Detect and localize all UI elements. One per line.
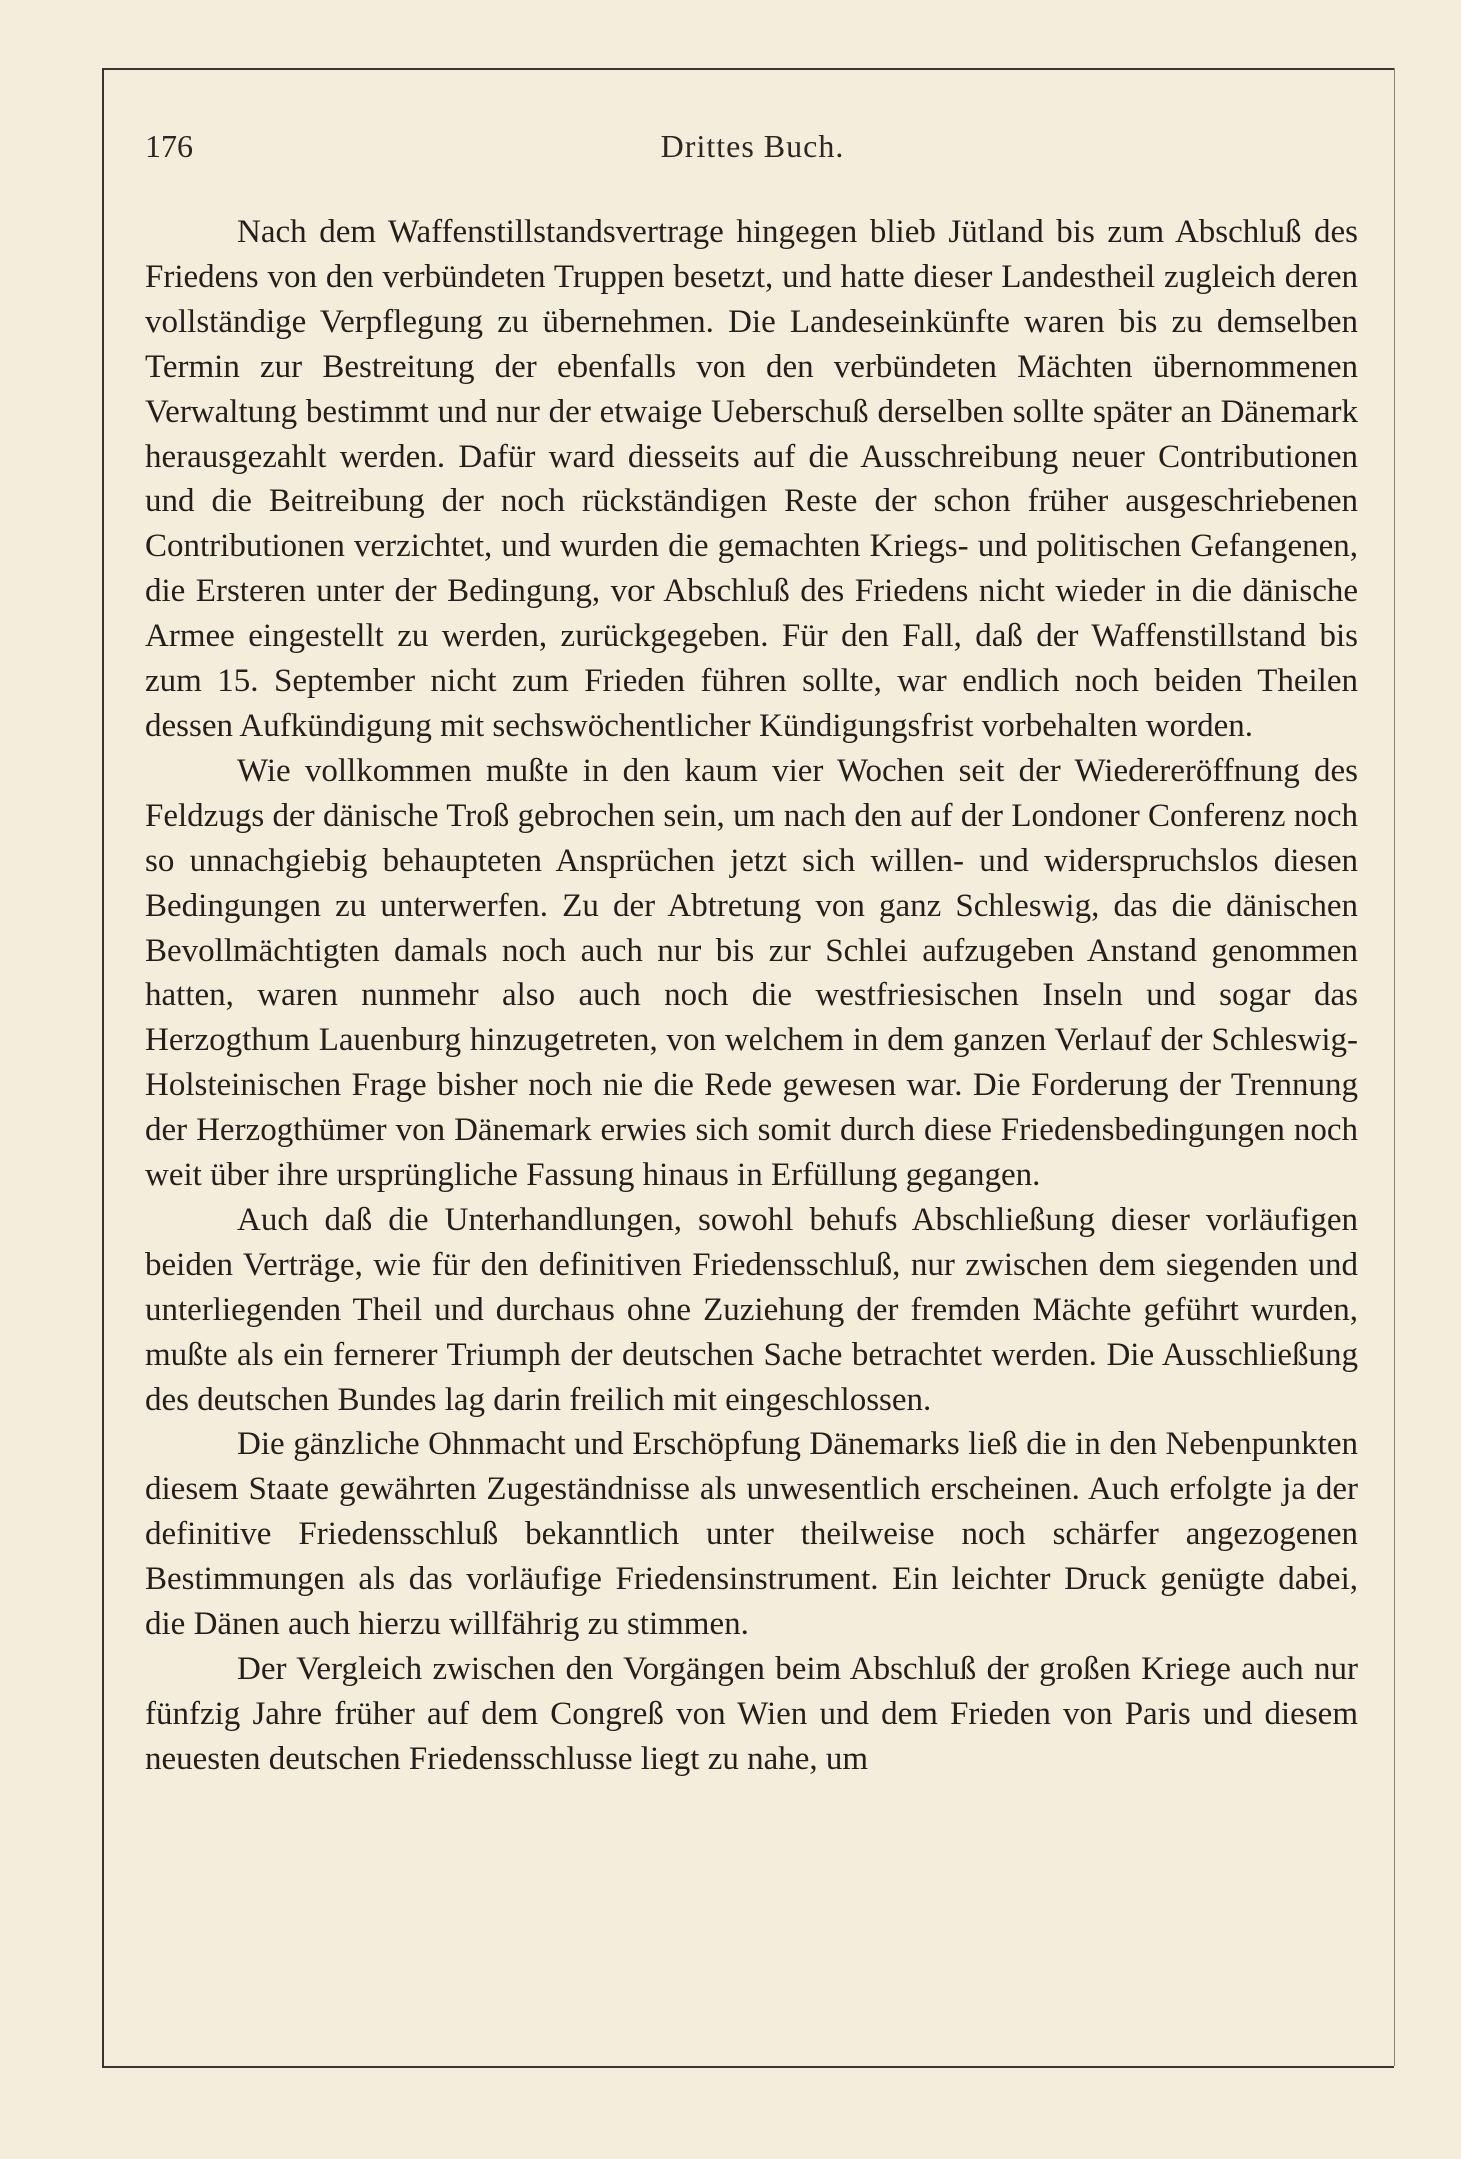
- page-header: [145, 128, 1360, 178]
- paragraph: Wie vollkommen mußte in den kaum vier Wochen seit der Wiedereröffnung des Feldzugs der dänische Troß gebrochen sein, um nach den auf der Londoner Conferenz noch so unnachgiebig behaupteten Ansprüchen jetzt sich willen- und widerspruchslos diesen Bedingungen zu unterwerfen. Zu der Abtretung von ganz Schleswig, das die dänischen Bevollmächtigten damals noch auch nur bis zur Schlei aufzugeben Anstand genommen hatten, waren nunmehr also auch noch die westfriesischen Inseln und sogar das Herzogthum Lauenburg hinzugetreten, von welchem in dem ganzen Verlauf der Schleswig-Holsteinischen Frage bisher noch nie die Rede gewesen war. Die Forderung der Trennung der Herzogthümer von Dänemark erwies sich somit durch diese Friedensbedingungen noch weit über ihre ursprüngliche Fassung hinaus in Erfüllung gegangen.: [145, 752, 1358, 1194]
- frame-left-rule: [102, 68, 104, 2066]
- frame-top-rule: [102, 68, 1394, 70]
- paragraph: Auch daß die Unterhandlungen, sowohl behufs Abschließung dieser vorläufigen beiden Verträge, wie für den definitiven Friedensschluß, nur zwischen dem siegenden und unterliegenden Theil und durchaus ohne Zuziehung der fremden Mächte geführt wurden, mußte als ein fernerer Triumph der deutschen Sache betrachtet werden. Die Ausschließung des deutschen Bundes lag darin freilich mit eingeschlossen.: [145, 1201, 1358, 1418]
- frame-right-rule: [1394, 68, 1395, 2066]
- paragraph: Die gänzliche Ohnmacht und Erschöpfung Dänemarks ließ die in den Nebenpunkten diesem Staate gewährten Zugeständnisse als unwesentlich erscheinen. Auch erfolgte ja der definitive Friedensschluß bekanntlich unter theilweise noch schärfer angezogenen Bestimmungen als das vorläufige Friedensinstrument. Ein leichter Druck genügte dabei, die Dänen auch hierzu willfährig zu stimmen.: [145, 1426, 1358, 1643]
- running-head: Drittes Buch.: [660, 128, 845, 164]
- paragraph: Nach dem Waffenstillstandsvertrage hingegen blieb Jütland bis zum Abschluß des Friedens von den verbündeten Truppen besetzt, und hatte dieser Landestheil zugleich deren vollständige Verpflegung zu übernehmen. Die Landeseinkünfte waren bis zu demselben Termin zur Bestreitung der ebenfalls von den verbündeten Mächten übernommenen Verwaltung bestimmt und nur der etwaige Ueberschuß derselben sollte später an Dänemark herausgezahlt werden. Dafür ward diesseits auf die Ausschreibung neuer Contributionen und die Beitreibung der noch rückständigen Reste der schon früher ausgeschriebenen Contributionen verzichtet, und wurden die gemachten Kriegs- und politischen Gefangenen, die Ersteren unter der Bedingung, vor Abschluß des Friedens nicht wieder in die dänische Armee eingestellt zu werden, zurückgegeben. Für den Fall, daß der Waffenstillstand bis zum 15. September nicht zum Frieden führen sollte, war endlich noch beiden Theilen dessen Aufkündigung mit sechswöchentlicher Kündigungsfrist vorbehalten worden.: [145, 214, 1358, 744]
- paragraph: Der Vergleich zwischen den Vorgängen beim Abschluß der großen Kriege auch nur fünfzig Jahre früher auf dem Congreß von Wien und dem Frieden von Paris und diesem neuesten deutschen Friedensschlusse liegt zu nahe, um: [145, 1651, 1358, 1777]
- frame-bottom-rule: [102, 2066, 1394, 2068]
- page-number: 176: [145, 128, 193, 164]
- body-text: [145, 210, 1358, 1782]
